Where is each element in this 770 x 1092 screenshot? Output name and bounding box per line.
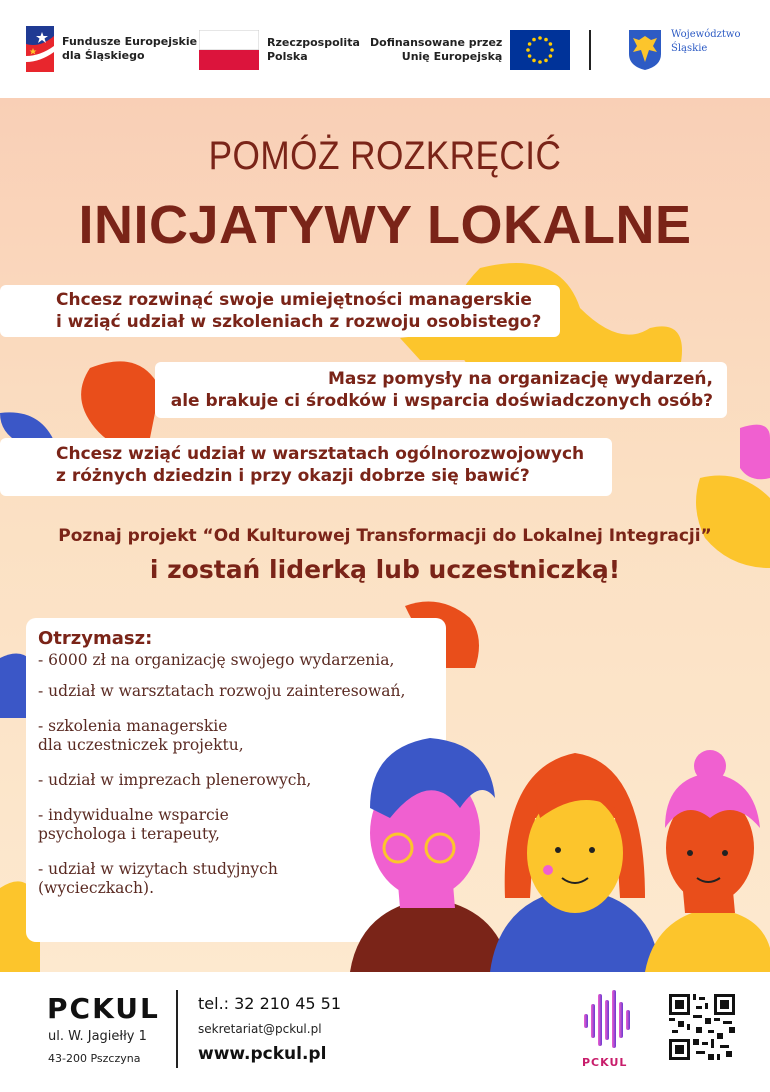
question-3 (0, 438, 612, 496)
benefit-item: - udział w wizytach studyjnych (wycieczkach). (38, 860, 278, 897)
poster (0, 98, 770, 972)
question-3-line2: z różnych dziedzin i przy okazji dobrze się bawić? (56, 466, 530, 486)
pink-blob-right (740, 425, 770, 480)
question-1-line2: i wziąć udział w szkoleniach z rozwoju osobistego? (56, 312, 542, 332)
address-street: ul. W. Jagiełły 1 (48, 1029, 147, 1044)
pckul-logo-text: PCKUL (47, 992, 160, 1025)
ws-logo (627, 28, 741, 72)
question-2 (155, 362, 727, 418)
eu-flag-icon (510, 30, 570, 70)
pckul-soundwave-icon (582, 988, 638, 1052)
pckul-brand-text: PCKUL (582, 1056, 628, 1069)
ws-line1: Województwo (671, 29, 741, 40)
fe-flag-icon (26, 26, 54, 72)
headline-top: POMÓŻ ROZKRĘCIĆ (208, 134, 562, 178)
question-2-line2: ale brakuje ci środków i wsparcia doświadczonych osób? (170, 391, 713, 411)
ue-line2: Unię Europejską (401, 50, 503, 63)
benefit-item: - udział w imprezach plenerowych, (38, 771, 312, 789)
email-link[interactable]: sekretariat@pckul.pl (198, 1022, 322, 1036)
benefit-item: - udział w warsztatach rozwoju zainteresowań, (38, 682, 406, 700)
rp-logo (199, 30, 360, 70)
rp-line1: Rzeczpospolita (267, 36, 360, 49)
qr-code-icon[interactable] (669, 994, 735, 1060)
benefit-item: - 6000 zł na organizację swojego wydarzenia, (38, 651, 395, 669)
benefit-item: - indywidualne wsparcie psychologa i terapeuty, (38, 806, 229, 843)
rp-line2: Polska (267, 50, 308, 63)
footer (0, 972, 770, 1092)
question-1 (0, 285, 560, 337)
headline-main: INICJATYWY LOKALNE (78, 195, 692, 255)
header-divider (589, 30, 591, 70)
question-2-line1: Masz pomysły na organizację wydarzeń, (327, 369, 713, 389)
ue-line1: Dofinansowane przez (370, 36, 503, 49)
logo-bar (0, 0, 770, 98)
ue-logo (370, 30, 570, 70)
orange-blob-left (81, 361, 160, 446)
polish-flag-icon (199, 30, 259, 70)
phone-number: tel.: 32 210 45 51 (198, 994, 341, 1013)
question-1-line1: Chcesz rozwinąć swoje umiejętności managerskie (56, 290, 532, 310)
question-3-line1: Chcesz wziąć udział w warsztatach ogólnorozwojowych (56, 444, 585, 464)
call-to-action: i zostań liderką lub uczestniczką! (149, 555, 621, 584)
benefit-item: - szkolenia managerskie dla uczestniczek projektu, (38, 717, 244, 754)
fe-logo (26, 26, 197, 72)
fe-line2: dla Śląskiego (62, 49, 145, 62)
people-illustration (340, 658, 770, 972)
address-city: 43-200 Pszczyna (48, 1052, 141, 1065)
footer-divider (176, 990, 178, 1068)
project-intro: Poznaj projekt “Od Kulturowej Transformacji do Lokalnej Integracji” (58, 526, 712, 546)
silesia-coat-of-arms-icon (627, 28, 663, 72)
benefits-title: Otrzymasz: (38, 628, 153, 649)
ws-line2: Śląskie (671, 43, 708, 54)
fe-line1: Fundusze Europejskie (62, 35, 198, 48)
website-link[interactable]: www.pckul.pl (198, 1044, 327, 1064)
